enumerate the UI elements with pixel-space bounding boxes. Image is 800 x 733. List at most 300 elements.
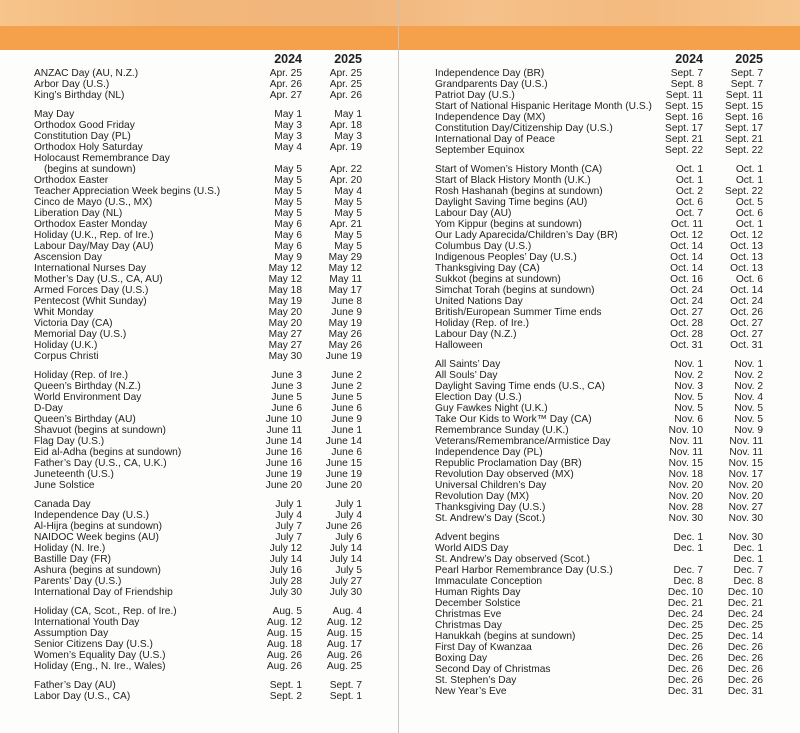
- date-2024: Oct. 12: [670, 230, 703, 241]
- holiday-row: [34, 480, 374, 491]
- holiday-name: May Day: [34, 109, 75, 120]
- holiday-name: Al-Hijra (begins at sundown): [34, 521, 162, 532]
- holiday-row: [34, 109, 374, 120]
- date-2024: Sept. 7: [670, 68, 703, 79]
- holiday-row: [435, 513, 767, 524]
- date-2025: Oct. 26: [730, 307, 763, 318]
- holiday-row: [34, 274, 374, 285]
- date-2025: Nov. 4: [734, 392, 763, 403]
- holiday-row: [34, 263, 374, 274]
- date-2024: Sept. 22: [665, 145, 703, 156]
- date-2024: Nov. 3: [674, 381, 703, 392]
- holiday-name: Independence Day (U.S.): [34, 510, 149, 521]
- date-2025: June 9: [331, 414, 362, 425]
- holiday-name: Pearl Harbor Remembrance Day (U.S.): [435, 565, 613, 576]
- holiday-row: [34, 296, 374, 307]
- date-2024: Nov. 11: [669, 436, 703, 447]
- holiday-row: [34, 131, 374, 142]
- date-2025: Dec. 1: [733, 554, 763, 565]
- holiday-name: Mother’s Day (U.S., CA, AU): [34, 274, 163, 285]
- date-2025: Oct. 14: [730, 285, 763, 296]
- holiday-name: Independence Day (BR): [435, 68, 545, 79]
- date-2025: Aug. 25: [326, 661, 362, 672]
- date-2025: Nov. 30: [728, 513, 763, 524]
- holiday-row: [435, 502, 767, 513]
- holiday-row: [435, 123, 767, 134]
- holiday-row: [435, 101, 767, 112]
- date-2024: July 12: [269, 543, 302, 554]
- date-2024: Nov. 11: [669, 447, 703, 458]
- date-2025: Dec. 21: [727, 598, 763, 609]
- holiday-name: Armed Forces Day (U.S.): [34, 285, 149, 296]
- date-2025: Aug. 15: [326, 628, 362, 639]
- holiday-group: [34, 680, 374, 702]
- holiday-name: Flag Day (U.S.): [34, 436, 105, 447]
- date-2025: Nov. 27: [728, 502, 763, 513]
- date-2024: June 16: [265, 458, 302, 469]
- date-2024: Oct. 28: [670, 329, 703, 340]
- holiday-name: St. Andrew’s Day (Scot.): [435, 513, 546, 524]
- date-2025: Apr. 21: [329, 219, 362, 230]
- date-2025: May 1: [334, 109, 362, 120]
- date-2025: June 26: [325, 521, 362, 532]
- holiday-name: Christmas Eve: [435, 609, 502, 620]
- date-2025: Nov. 30: [728, 532, 763, 543]
- date-2025: Nov. 5: [734, 403, 763, 414]
- date-2024: Sept. 2: [269, 691, 302, 702]
- holiday-group: [34, 370, 374, 491]
- date-2025: Dec. 1: [733, 543, 763, 554]
- date-2025: Aug. 26: [326, 650, 362, 661]
- date-2024: Oct. 14: [670, 241, 703, 252]
- date-2024: Nov. 20: [668, 491, 703, 502]
- holiday-name: D-Day: [34, 403, 63, 414]
- date-2025: Sept. 7: [730, 79, 763, 90]
- holiday-row: [435, 532, 767, 543]
- holiday-group: [435, 359, 767, 524]
- holiday-name: St. Andrew’s Day observed (Scot.): [435, 554, 590, 565]
- date-2024: Dec. 26: [667, 653, 703, 664]
- date-2024: June 6: [271, 403, 302, 414]
- holiday-name: Labor Day (U.S., CA): [34, 691, 131, 702]
- holiday-row: [34, 197, 374, 208]
- holiday-name: International Day of Peace: [435, 134, 556, 145]
- date-2024: Aug. 15: [266, 628, 302, 639]
- date-2025: Oct. 27: [730, 329, 763, 340]
- date-2025: Dec. 7: [733, 565, 763, 576]
- holiday-name: United Nations Day: [435, 296, 523, 307]
- date-2024: May 3: [274, 120, 302, 131]
- date-2024: May 6: [274, 241, 302, 252]
- date-2024: Nov. 20: [668, 480, 703, 491]
- date-2025: Sept. 1: [329, 691, 362, 702]
- date-2024: Apr. 26: [269, 79, 302, 90]
- date-2025: Dec. 26: [727, 653, 763, 664]
- holiday-row: [435, 653, 767, 664]
- holiday-row: [34, 521, 374, 532]
- holiday-list-left: [34, 68, 374, 702]
- date-2024: June 10: [265, 414, 302, 425]
- date-2025: June 20: [325, 480, 362, 491]
- holiday-name: Father’s Day (U.S., CA, U.K.): [34, 458, 167, 469]
- date-2024: Oct. 11: [670, 219, 703, 230]
- holiday-name: Parents’ Day (U.S.): [34, 576, 122, 587]
- holiday-row: [435, 480, 767, 491]
- date-2024: June 14: [265, 436, 302, 447]
- holiday-name: Thanksgiving Day (CA): [435, 263, 540, 274]
- holiday-name: World AIDS Day: [435, 543, 509, 554]
- date-2025: July 6: [335, 532, 362, 543]
- holiday-name: Constitution Day/Citizenship Day (U.S.): [435, 123, 613, 134]
- holiday-row: [435, 414, 767, 425]
- date-2025: Nov. 2: [734, 381, 763, 392]
- holiday-row: [34, 510, 374, 521]
- date-2024: May 18: [268, 285, 302, 296]
- date-2025: May 5: [334, 230, 362, 241]
- date-2024: May 12: [268, 274, 302, 285]
- date-2024: Oct. 31: [670, 340, 703, 351]
- holiday-name: Canada Day: [34, 499, 91, 510]
- holiday-row: [435, 230, 767, 241]
- date-2024: Dec. 10: [667, 587, 703, 598]
- date-2025: Sept. 7: [730, 68, 763, 79]
- holiday-row: [34, 329, 374, 340]
- holiday-row: [34, 241, 374, 252]
- date-2024: May 6: [274, 230, 302, 241]
- holiday-row: [34, 543, 374, 554]
- holiday-name: Grandparents Day (U.S.): [435, 79, 548, 90]
- holiday-row: [435, 565, 767, 576]
- holiday-row: [34, 175, 374, 186]
- date-2024: Dec. 21: [667, 598, 703, 609]
- holiday-row: [435, 112, 767, 123]
- holiday-name: King’s Birthday (NL): [34, 90, 125, 101]
- date-2024: Sept. 21: [665, 134, 703, 145]
- year-2024-label: 2024: [274, 52, 302, 66]
- holiday-row: [34, 90, 374, 101]
- holiday-name: World Environment Day: [34, 392, 142, 403]
- holiday-row: [435, 576, 767, 587]
- holiday-name: Guy Fawkes Night (U.K.): [435, 403, 548, 414]
- holiday-name: Ashura (begins at sundown): [34, 565, 161, 576]
- date-2024: May 5: [274, 186, 302, 197]
- year-header: [435, 52, 767, 68]
- date-2025: Dec. 14: [727, 631, 763, 642]
- holiday-row: [435, 164, 767, 175]
- date-2024: May 9: [274, 252, 302, 263]
- holiday-name: Holiday (N. Ire.): [34, 543, 106, 554]
- holiday-name: Holiday (Rep. of Ire.): [435, 318, 529, 329]
- year-2025-label: 2025: [735, 52, 763, 66]
- holiday-row: [34, 691, 374, 702]
- holiday-row: [34, 447, 374, 458]
- holiday-row: [34, 153, 374, 164]
- holiday-name: Veterans/Remembrance/Armistice Day: [435, 436, 611, 447]
- holiday-name: International Youth Day: [34, 617, 140, 628]
- holiday-name: Queen’s Birthday (AU): [34, 414, 136, 425]
- holiday-name: All Saints’ Day: [435, 359, 501, 370]
- date-2025: May 19: [328, 318, 362, 329]
- date-2024: Nov. 5: [674, 392, 703, 403]
- date-2024: May 5: [274, 175, 302, 186]
- holiday-name: Whit Monday: [34, 307, 94, 318]
- holiday-name: Rosh Hashanah (begins at sundown): [435, 186, 603, 197]
- date-2024: Aug. 5: [272, 606, 302, 617]
- date-2025: May 26: [328, 329, 362, 340]
- holiday-name: Shavuot (begins at sundown): [34, 425, 166, 436]
- holiday-row: [34, 285, 374, 296]
- date-2025: June 19: [325, 469, 362, 480]
- holiday-row: [435, 554, 767, 565]
- date-2025: Aug. 12: [326, 617, 362, 628]
- date-2025: May 29: [328, 252, 362, 263]
- date-2025: July 27: [329, 576, 362, 587]
- date-2025: May 26: [328, 340, 362, 351]
- holiday-name: Universal Children’s Day: [435, 480, 547, 491]
- date-2025: Apr. 19: [329, 142, 362, 153]
- holiday-row: [34, 318, 374, 329]
- date-2024: July 7: [275, 521, 302, 532]
- holiday-group: [435, 164, 767, 351]
- date-2025: May 4: [334, 186, 362, 197]
- date-2024: July 28: [269, 576, 302, 587]
- date-2025: June 8: [331, 296, 362, 307]
- holiday-row: [435, 263, 767, 274]
- date-2024: June 3: [271, 381, 302, 392]
- holiday-name: Start of Women’s History Month (CA): [435, 164, 603, 175]
- holiday-name: Daylight Saving Time ends (U.S., CA): [435, 381, 605, 392]
- holiday-name: Orthodox Easter Monday: [34, 219, 148, 230]
- date-2025: May 17: [328, 285, 362, 296]
- date-2024: July 16: [269, 565, 302, 576]
- date-2025: Nov. 11: [729, 436, 763, 447]
- holiday-row: [435, 403, 767, 414]
- holiday-row: [34, 219, 374, 230]
- date-2025: Dec. 24: [727, 609, 763, 620]
- date-2025: Nov. 15: [728, 458, 763, 469]
- date-2025: June 1: [331, 425, 362, 436]
- year-header: [34, 52, 374, 68]
- holiday-row: [34, 469, 374, 480]
- holiday-name: Cinco de Mayo (U.S., MX): [34, 197, 153, 208]
- holiday-row: [435, 79, 767, 90]
- holiday-row: [435, 543, 767, 554]
- holiday-row: [34, 458, 374, 469]
- date-2024: Nov. 18: [668, 469, 703, 480]
- holiday-row: [435, 307, 767, 318]
- date-2024: June 16: [265, 447, 302, 458]
- date-2024: Oct. 1: [675, 164, 703, 175]
- holiday-row: [34, 370, 374, 381]
- date-2024: Oct. 7: [675, 208, 703, 219]
- holiday-row: [34, 606, 374, 617]
- holiday-name: ANZAC Day (AU, N.Z.): [34, 68, 139, 79]
- date-2025: Oct. 13: [730, 241, 763, 252]
- holiday-row: [34, 576, 374, 587]
- holiday-row: [435, 197, 767, 208]
- holiday-row: [435, 675, 767, 686]
- holiday-name: Arbor Day (U.S.): [34, 79, 110, 90]
- holiday-name: June Solstice: [34, 480, 95, 491]
- holiday-row: [435, 609, 767, 620]
- date-2025: Oct. 5: [735, 197, 763, 208]
- date-2025: May 11: [329, 274, 362, 285]
- date-2024: Oct. 27: [670, 307, 703, 318]
- date-2024: May 5: [274, 208, 302, 219]
- date-2025: July 4: [335, 510, 362, 521]
- date-2025: Dec. 26: [727, 642, 763, 653]
- date-2024: Oct. 2: [675, 186, 703, 197]
- date-2024: Dec. 24: [667, 609, 703, 620]
- date-2024: May 12: [268, 263, 302, 274]
- holiday-group: [34, 68, 374, 101]
- holiday-row: [435, 436, 767, 447]
- holiday-name: Second Day of Christmas: [435, 664, 551, 675]
- date-2024: Aug. 12: [266, 617, 302, 628]
- holiday-row: [34, 436, 374, 447]
- date-2025: Nov. 11: [729, 447, 763, 458]
- holiday-row: [435, 370, 767, 381]
- date-2025: Apr. 22: [329, 164, 362, 175]
- holiday-row: [435, 598, 767, 609]
- date-2024: Oct. 14: [670, 263, 703, 274]
- holiday-name: International Day of Friendship: [34, 587, 173, 598]
- date-2024: June 20: [265, 480, 302, 491]
- date-2024: Dec. 25: [667, 620, 703, 631]
- date-2024: Dec. 26: [667, 664, 703, 675]
- date-2025: Sept. 22: [725, 145, 763, 156]
- holiday-name: NAIDOC Week begins (AU): [34, 532, 159, 543]
- holiday-group: [34, 499, 374, 598]
- holiday-name: Advent begins: [435, 532, 500, 543]
- date-2024: May 30: [268, 351, 302, 362]
- holiday-row: [34, 307, 374, 318]
- date-2024: Oct. 1: [675, 175, 703, 186]
- date-2025: Nov. 2: [734, 370, 763, 381]
- holiday-row: [34, 650, 374, 661]
- holiday-name: Holiday (U.K., Rep. of Ire.): [34, 230, 154, 241]
- holiday-name: Patriot Day (U.S.): [435, 90, 515, 101]
- holiday-row: [34, 79, 374, 90]
- date-2024: Sept. 15: [665, 101, 703, 112]
- holiday-row: [435, 620, 767, 631]
- date-2025: Dec. 10: [727, 587, 763, 598]
- holiday-name: Columbus Day (U.S.): [435, 241, 532, 252]
- date-2024: Apr. 27: [269, 90, 302, 101]
- holiday-name: Thanksgiving Day (U.S.): [435, 502, 546, 513]
- holiday-row: [435, 642, 767, 653]
- date-2025: June 2: [331, 381, 362, 392]
- date-2025: Sept. 16: [725, 112, 763, 123]
- date-2024: May 20: [268, 307, 302, 318]
- date-2024: Oct. 16: [670, 274, 703, 285]
- holiday-name: Revolution Day (MX): [435, 491, 529, 502]
- holiday-name: Holocaust Remembrance Day: [34, 153, 170, 164]
- date-2024: Nov. 2: [674, 370, 703, 381]
- holiday-list-right: [435, 68, 767, 697]
- holiday-row: [435, 381, 767, 392]
- holiday-name: Halloween: [435, 340, 483, 351]
- holiday-row: [34, 351, 374, 362]
- date-2025: Apr. 18: [329, 120, 362, 131]
- holiday-row: [435, 241, 767, 252]
- holiday-name: Boxing Day: [435, 653, 488, 664]
- holiday-row: [34, 661, 374, 672]
- holiday-name: Revolution Day observed (MX): [435, 469, 574, 480]
- orange-header-band: [0, 26, 800, 50]
- holiday-group: [34, 109, 374, 362]
- date-2024: Dec. 26: [667, 642, 703, 653]
- date-2024: Apr. 25: [269, 68, 302, 79]
- date-2024: May 4: [274, 142, 302, 153]
- date-2024: Aug. 26: [266, 650, 302, 661]
- date-2024: Sept. 11: [665, 90, 703, 101]
- date-2024: Oct. 28: [670, 318, 703, 329]
- holiday-name: Remembrance Sunday (U.K.): [435, 425, 569, 436]
- holiday-name: Election Day (U.S.): [435, 392, 522, 403]
- holiday-name: Victoria Day (CA): [34, 318, 113, 329]
- holiday-row: [435, 458, 767, 469]
- date-2024: Dec. 1: [673, 532, 703, 543]
- date-2024: Nov. 15: [668, 458, 703, 469]
- year-2024-label: 2024: [675, 52, 703, 66]
- holiday-name: Daylight Saving Time begins (AU): [435, 197, 588, 208]
- holiday-name: Corpus Christi: [34, 351, 99, 362]
- holiday-name: Orthodox Easter: [34, 175, 109, 186]
- date-2025: Oct. 1: [735, 175, 763, 186]
- holiday-row: [435, 252, 767, 263]
- date-2025: Dec. 31: [727, 686, 763, 697]
- holiday-row: [34, 565, 374, 576]
- date-2024: Oct. 14: [670, 252, 703, 263]
- holiday-row: [34, 499, 374, 510]
- date-2024: Sept. 8: [670, 79, 703, 90]
- holiday-name: December Solstice: [435, 598, 521, 609]
- holiday-name: St. Stephen’s Day: [435, 675, 517, 686]
- holiday-row: [435, 134, 767, 145]
- holiday-name: Start of Black History Month (U.K.): [435, 175, 591, 186]
- date-2025: June 2: [331, 370, 362, 381]
- holiday-name: Immaculate Conception: [435, 576, 543, 587]
- holiday-row: [435, 296, 767, 307]
- date-2024: Oct. 6: [675, 197, 703, 208]
- holiday-name: Labour Day (AU): [435, 208, 512, 219]
- date-2024: Aug. 26: [266, 661, 302, 672]
- date-2024: Nov. 10: [668, 425, 703, 436]
- date-2025: May 5: [334, 208, 362, 219]
- holiday-row: [34, 252, 374, 263]
- date-2024: May 3: [274, 131, 302, 142]
- date-2024: May 20: [268, 318, 302, 329]
- holiday-name: Our Lady Aparecida/Children’s Day (BR): [435, 230, 618, 241]
- date-2025: Apr. 25: [329, 79, 362, 90]
- holiday-row: [34, 403, 374, 414]
- holiday-name: Memorial Day (U.S.): [34, 329, 127, 340]
- holiday-name: Senior Citizens Day (U.S.): [34, 639, 153, 650]
- holiday-row: [34, 208, 374, 219]
- holiday-row: [435, 631, 767, 642]
- date-2024: July 1: [275, 499, 302, 510]
- right-page: [435, 52, 767, 705]
- date-2025: Apr. 26: [329, 90, 362, 101]
- holiday-row: [435, 285, 767, 296]
- date-2024: May 27: [268, 340, 302, 351]
- date-2024: Dec. 1: [673, 543, 703, 554]
- date-2025: Nov. 9: [734, 425, 763, 436]
- date-2024: Oct. 24: [670, 285, 703, 296]
- date-2024: Nov. 1: [674, 359, 703, 370]
- date-2024: May 5: [274, 164, 302, 175]
